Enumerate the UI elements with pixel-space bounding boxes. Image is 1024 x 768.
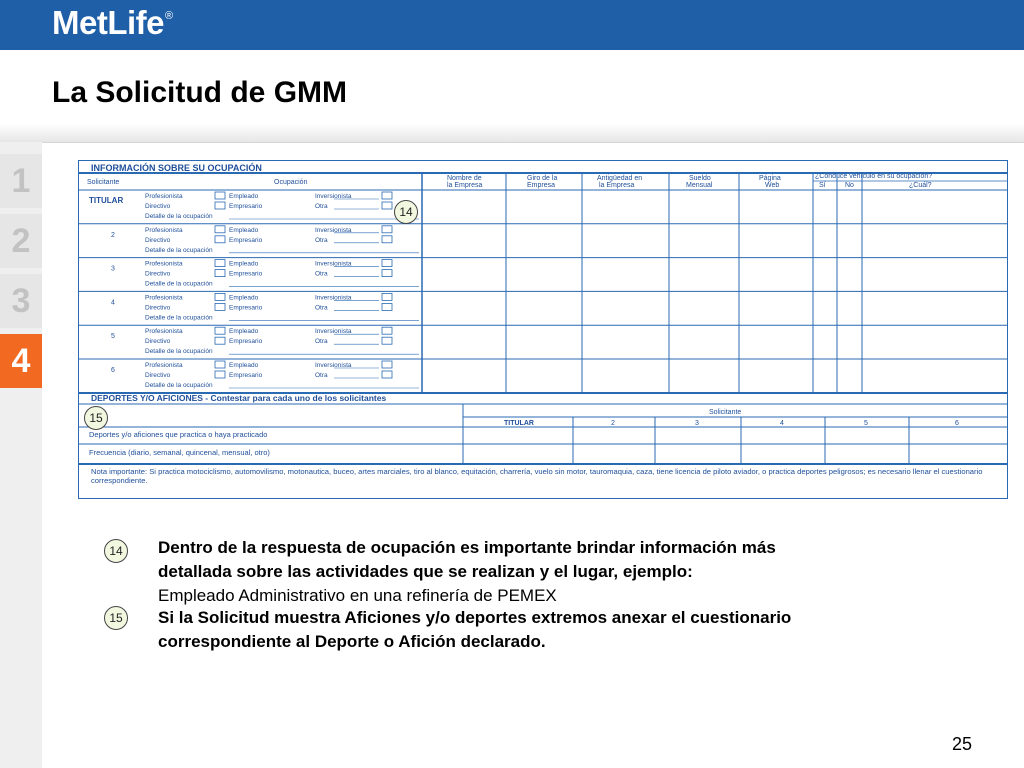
occupation-option: Directivo [145,372,171,379]
marker-14-form: 14 [394,200,418,224]
note-14-line-2: detallada sobre las actividades que se realizan y el lugar, ejemplo: [158,562,693,581]
occupation-option: Profesionista [145,193,183,200]
note-15-line-1: Si la Solicitud muestra Aficiones y/o deportes extremos anexar el cuestionario [158,608,792,627]
form-nota: Nota importante: Si practica motociclismo, automovilismo, motonautica, buceo, artes marciales, tiro al blanco, equitación, charrería, vuelo sin motor, tauromaquia, caza, tiene licencia de piloto aviador, o practica deportes peligrosos; es necesario llenar el cuestionario correspondiente. [91,467,983,485]
note-14 [158,536,918,608]
marker-14-note: 14 [104,539,128,563]
occupation-option: Empleado [229,362,259,369]
occupation-option: Directivo [145,270,171,278]
occupation-row-label: 3 [111,265,115,273]
page-number: 25 [951,734,972,754]
occupation-option: Inversionista [315,193,352,200]
sec2-col-label: 2 [611,420,615,427]
checkbox-icon [215,361,225,368]
col-nombre-2: la Empresa [447,182,483,189]
col-no: No [845,182,854,189]
checkbox-icon [382,371,392,378]
note-15-line-2: correspondiente al Deporte o Afición declarado. [158,632,546,651]
checkbox-icon [215,270,225,277]
occupation-option: Otra [315,372,328,379]
checkbox-icon [215,260,225,267]
occupation-option: Empresario [229,338,263,346]
checkbox-icon [382,192,392,199]
col-giro-1: Giro de la [527,175,558,182]
sec2-col-label: 3 [695,420,699,427]
col-solicitante: Solicitante [87,179,120,186]
col-sueldo-1: Sueldo [689,175,711,182]
checkbox-icon [215,303,225,310]
slide-title: La Solicitud de GMM [52,76,348,109]
checkbox-icon [215,327,225,334]
checkbox-icon [382,293,392,300]
col-pagina-2: Web [765,182,780,189]
top-bar [0,0,1024,50]
col-sueldo-2: Mensual [686,182,713,189]
checkbox-icon [382,226,392,233]
step-sidebar [0,142,42,768]
occupation-option: Otra [315,270,328,278]
occupation-detalle: Detalle de la ocupación [145,348,213,356]
occupation-option: Otra [315,236,328,244]
occupation-row-label: 2 [111,231,115,239]
checkbox-icon [215,202,225,209]
occupation-option: Empleado [229,193,259,200]
occupation-option: Empresario [229,304,263,312]
section1-title: INFORMACIÓN SOBRE SU OCUPACIÓN [91,163,262,173]
note-14-line-1: Dentro de la respuesta de ocupación es importante brindar información más [158,538,776,557]
step-4-active[interactable]: 4 [0,334,42,388]
col-pagina-1: Página [759,175,781,182]
occupation-option: Profesionista [145,294,183,302]
occupation-option: Empresario [229,236,263,244]
occupation-row-label: 6 [111,367,115,374]
note-15 [158,606,918,654]
occupation-option: Otra [315,203,328,210]
occupation-option: Profesionista [145,260,183,268]
occupation-option: Otra [315,338,328,346]
step-2[interactable]: 2 [0,214,42,268]
col-antiguedad-2: la Empresa [599,182,635,189]
occupation-option: Inversionista [315,362,352,369]
checkbox-icon [215,337,225,344]
occupation-option: Inversionista [315,328,352,336]
occupation-option: Directivo [145,304,171,312]
occupation-option: Inversionista [315,260,352,268]
occupation-option: Empleado [229,260,259,268]
checkbox-icon [382,236,392,243]
metlife-logo: MetLife® [52,4,173,41]
occupation-option: Inversionista [315,294,352,302]
occupation-option: Empleado [229,328,259,336]
col-ocupacion: Ocupación [274,179,308,186]
checkbox-icon [215,226,225,233]
checkbox-icon [382,270,392,277]
occupation-rows [79,173,1007,393]
application-form-image [78,160,1008,499]
occupation-detalle: Detalle de la ocupación [145,246,213,254]
occupation-row-label: 4 [111,299,115,307]
checkbox-icon [382,202,392,209]
occupation-detalle: Detalle de la ocupación [145,213,213,220]
occupation-detalle: Detalle de la ocupación [145,314,213,322]
occupation-option: Profesionista [145,328,183,336]
sec2-solicitante: Solicitante [709,409,742,416]
sec2-row1: Deportes y/o aficiones que practica o haya practicado [89,430,268,439]
occupation-option: Empleado [229,226,259,234]
occupation-option: Empleado [229,294,259,302]
marker-15-note: 15 [104,606,128,630]
checkbox-icon [215,371,225,378]
occupation-option: Directivo [145,338,171,346]
occupation-option: Directivo [145,236,171,244]
checkbox-icon [215,192,225,199]
step-3[interactable]: 3 [0,274,42,328]
col-si: Sí [819,182,826,189]
occupation-option: Directivo [145,203,171,210]
section2-title: DEPORTES Y/O AFICIONES - Contestar para cada uno de los solicitantes [91,393,387,403]
occupation-option: Empresario [229,270,263,278]
col-nombre-1: Nombre de [447,175,482,182]
sec2-col-label: 4 [780,420,784,427]
sec2-col-label: TITULAR [504,420,534,427]
occupation-row-label: TITULAR [89,196,124,205]
col-conduce: ¿Conduce vehículo en su ocupación? [815,173,933,180]
sec2-row2: Frecuencia (diario, semanal, quincenal, mensual, otro) [89,448,270,457]
occupation-detalle: Detalle de la ocupación [145,382,213,389]
note-14-line-3: Empleado Administrativo en una refinería de PEMEX [158,586,557,605]
checkbox-icon [382,337,392,344]
occupation-option: Profesionista [145,362,183,369]
checkbox-icon [382,260,392,267]
col-antiguedad-1: Antigüedad en [597,175,643,182]
col-giro-2: Empresa [527,182,556,189]
checkbox-icon [382,303,392,310]
checkbox-icon [382,361,392,368]
checkbox-icon [215,236,225,243]
sec2-col-label: 5 [864,420,868,427]
checkbox-icon [382,327,392,334]
occupation-option: Empresario [229,372,263,379]
occupation-option: Empresario [229,203,263,210]
occupation-detalle: Detalle de la ocupación [145,280,213,288]
sec2-col-label: 6 [955,420,959,427]
occupation-option: Profesionista [145,226,183,234]
checkbox-icon [215,293,225,300]
col-cual: ¿Cuál? [909,182,932,189]
marker-15-form: 15 [84,406,108,430]
form-drawing [79,161,1007,498]
occupation-row-label: 5 [111,333,115,341]
step-1[interactable]: 1 [0,154,42,208]
occupation-option: Inversionista [315,226,352,234]
occupation-option: Otra [315,304,328,312]
